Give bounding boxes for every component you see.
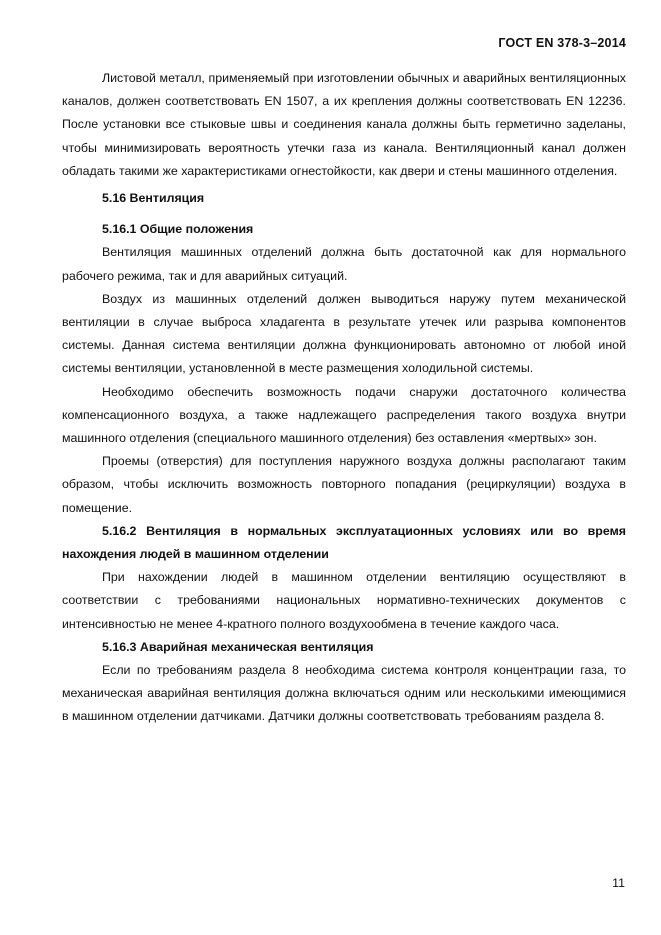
paragraph-5-16-1-b: Воздух из машинных отделений должен выводиться наружу путем механической вентиляции в случае выброса хладагента в результате утечек или разрыва компонентов системы. Данная система вентиляции должна функционировать автономно от любой иной системы вентиляции, установленной в месте размещения холодильной системы. [62,291,626,376]
section-heading-5-16-1: 5.16.1 Общие положения [102,222,254,237]
paragraph-5-16-1-c: Необходимо обеспечить возможность подачи снаружи достаточного количества компенсационного воздуха, а также надлежащего распределения такого воздуха внутри машинного отделения (специального машинного отделения) без оставления «мертвых» зон. [62,384,626,446]
document-code: ГОСТ EN 378-3–2014 [498,36,626,50]
paragraph-5-16-1-a: Вентиляция машинных отделений должна быть достаточной как для нормального рабочего режима, так и для аварийных ситуаций. [62,245,626,283]
paragraph-5-16-1-d: Проемы (отверстия) для поступления наружного воздуха должны располагают таким образом, чтобы исключить возможность повторного попадания (рециркуляции) воздуха в помещение. [62,454,626,515]
page-content [62,67,626,729]
section-heading-5-16: 5.16 Вентиляция [102,191,205,206]
paragraph-5-16-3: Если по требованиям раздела 8 необходима система контроля концентрации газа, то механическая аварийная вентиляция должна включаться одним или несколькими имеющимися в машинном отделении датчиками. Датчики должны соответствовать требованиям раздела 8. [62,663,626,724]
section-heading-5-16-2: 5.16.2 Вентиляция в нормальных эксплуатационных условиях или во время нахождения людей в машинном отделении [62,523,626,562]
page-number: 11 [612,876,625,890]
section-heading-5-16-3: 5.16.3 Аварийная механическая вентиляция [102,639,374,654]
intro-paragraph: Листовой металл, применяемый при изготовлении обычных и аварийных вентиляционных каналов, должен соответствовать EN 1507, а их крепления должны соответствовать EN 12236. После установки все стыковые швы и соединения канала должны быть герметично заделаны, чтобы минимизировать вероятность утечки газа из канала. Вентиляционный канал должен обладать такими же характеристиками огнестойкости, как двери и стены машинного отделения. [62,71,626,178]
paragraph-5-16-2: При нахождении людей в машинном отделении вентиляцию осуществляют в соответствии с требованиями национальных нормативно-технических документов с интенсивностью не менее 4-кратного полного воздухообмена в течение каждого часа. [62,570,626,631]
